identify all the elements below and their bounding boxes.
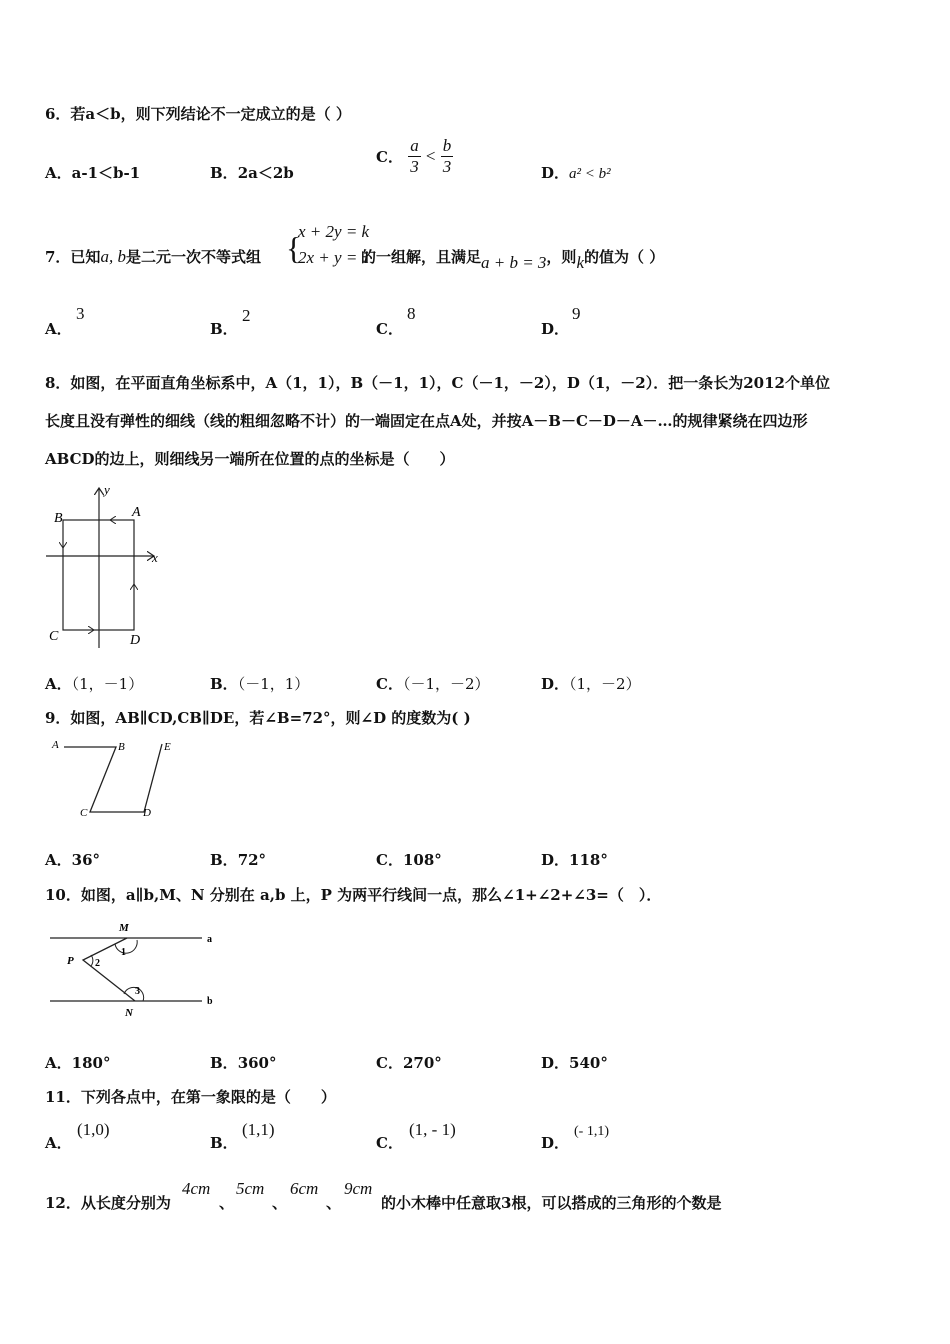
label-n: N <box>125 1007 133 1019</box>
q12-separator-2: 、 <box>272 1194 288 1212</box>
q11-option-b-value: (1,1) <box>242 1120 275 1139</box>
q7-option-a-value: 3 <box>76 304 85 323</box>
q9-figure <box>48 736 188 824</box>
label-c: C <box>49 629 59 644</box>
q12-stem-start: 12．从长度分别为 <box>45 1194 171 1212</box>
q7-condition: a + b = 3 <box>480 253 547 272</box>
q11-option-d-value: (- 1,1) <box>574 1124 609 1139</box>
label-a: a <box>207 934 212 945</box>
q8-line-2: 长度且没有弹性的细线（线的粗细忽略不计）的一端固定在点A处，并按A－B－C－D－A－…的规律紧绕在四边形 <box>45 412 808 430</box>
q6-option-c <box>376 136 453 177</box>
q7-option-b: B． <box>210 320 238 338</box>
option-label: B． <box>210 164 238 182</box>
q11-option-c: C． <box>376 1134 403 1152</box>
q7-option-c: C． <box>376 320 403 338</box>
q8-option-b: B．（－1，1） <box>210 675 310 693</box>
q12-length-4: 9cm <box>344 1179 373 1198</box>
q11-option-a: A． <box>45 1134 72 1152</box>
angle-2-arc <box>91 955 93 966</box>
q6-stem: 6．若a＜b，则下列结论不一定成立的是（ ） <box>45 105 351 123</box>
q12-length-2: 5cm <box>236 1179 265 1198</box>
label-p: P <box>67 955 74 967</box>
option-label: D． <box>541 164 570 182</box>
q7-option-a: A． <box>45 320 72 338</box>
q7-equation-2: 2x + y = 1 <box>298 248 371 267</box>
label-b: b <box>207 996 213 1007</box>
q10-option-c: C．270° <box>376 1054 442 1072</box>
q7-option-b-value: 2 <box>242 306 251 325</box>
q9-option-a: A．36° <box>45 851 101 869</box>
q7-option-d-value: 9 <box>572 304 581 323</box>
label-x: x <box>152 550 158 565</box>
q10-stem: 10．如图，a∥b,M、N 分别在 a,b 上，P 为两平行线间一点，那么∠1+∠2+∠3=（ ）． <box>45 886 662 904</box>
q6-option-a <box>45 162 140 183</box>
label-d: D <box>143 807 151 819</box>
option-label: A． <box>45 164 72 182</box>
q7-equation-1: x + 2y = k <box>298 222 370 241</box>
q7-stem: 7．已知a, b是二元一次不等式组 的一组解，且满足a + b = 3，则k的值为（ ） <box>45 247 665 272</box>
option-label: C． <box>376 148 403 166</box>
label-d: D <box>130 633 141 648</box>
option-text: a² < b² <box>569 166 611 182</box>
label-3: 3 <box>135 986 140 997</box>
label-a: A <box>132 505 141 520</box>
figure-lines <box>64 744 162 812</box>
q9-stem: 9．如图，AB∥CD,CB∥DE，若∠B=72°，则∠D 的度数为( ) <box>45 709 471 727</box>
less-than-sign: < <box>425 146 436 166</box>
q11-option-a-value: (1,0) <box>77 1120 110 1139</box>
fraction-b-over-3: $\frac{b}{3}$ <box>442 136 452 176</box>
q11-option-b: B． <box>210 1134 238 1152</box>
broken-line-mpn <box>83 938 135 1001</box>
option-text: 2a＜2b <box>237 164 294 182</box>
q10-option-b: B．360° <box>210 1054 277 1072</box>
label-y: y <box>104 482 110 497</box>
q7-vars: a, b <box>100 247 126 266</box>
q8-option-a: A．（1，－1） <box>45 675 144 693</box>
q12-length-3: 6cm <box>290 1179 319 1198</box>
label-2: 2 <box>95 958 100 969</box>
left-brace-icon: { <box>286 230 302 266</box>
q10-figure <box>45 918 235 1024</box>
label-1: 1 <box>121 947 126 958</box>
q11-option-c-value: (1, - 1) <box>409 1120 456 1139</box>
q12-length-1: 4cm <box>182 1179 211 1198</box>
q11-option-d: D． <box>541 1134 570 1152</box>
q8-option-c: C．（－1，－2） <box>376 675 490 693</box>
option-text: a-1＜b-1 <box>71 164 141 182</box>
label-m: M <box>119 922 129 934</box>
q9-option-b: B．72° <box>210 851 267 869</box>
q7-k: k <box>576 253 584 272</box>
label-e: E <box>164 741 171 753</box>
q9-option-d: D．118° <box>541 851 608 869</box>
q11-stem: 11．下列各点中，在第一象限的是（ ） <box>45 1088 336 1106</box>
q10-option-a: A．180° <box>45 1054 111 1072</box>
q12-separator-3: 、 <box>326 1194 342 1212</box>
q8-line-3: ABCD的边上，则细线另一端所在位置的点的坐标是（ ） <box>45 450 455 468</box>
q8-figure <box>44 482 170 650</box>
label-b: B <box>54 511 63 526</box>
label-c: C <box>80 807 88 819</box>
q7-option-d: D． <box>541 320 570 338</box>
label-b: B <box>118 741 125 753</box>
q7-option-c-value: 8 <box>407 304 416 323</box>
q12-stem-end: 的小木棒中任意取3根，可以搭成的三角形的个数是 <box>381 1194 722 1212</box>
q6-option-d <box>541 162 611 183</box>
q10-option-d: D．540° <box>541 1054 608 1072</box>
fraction-a-over-3: $\frac{a}{3}$ <box>410 136 419 176</box>
q8-option-d: D．（1，－2） <box>541 675 641 693</box>
q8-line-1: 8．如图，在平面直角坐标系中，A（1，1），B（－1，1），C（－1，－2），D（1，－2）．把一条长为2012个单位 <box>45 374 830 392</box>
q12-separator-1: 、 <box>219 1194 235 1212</box>
label-a: A <box>52 739 59 751</box>
q9-option-c: C．108° <box>376 851 442 869</box>
q6-option-b <box>210 162 294 183</box>
